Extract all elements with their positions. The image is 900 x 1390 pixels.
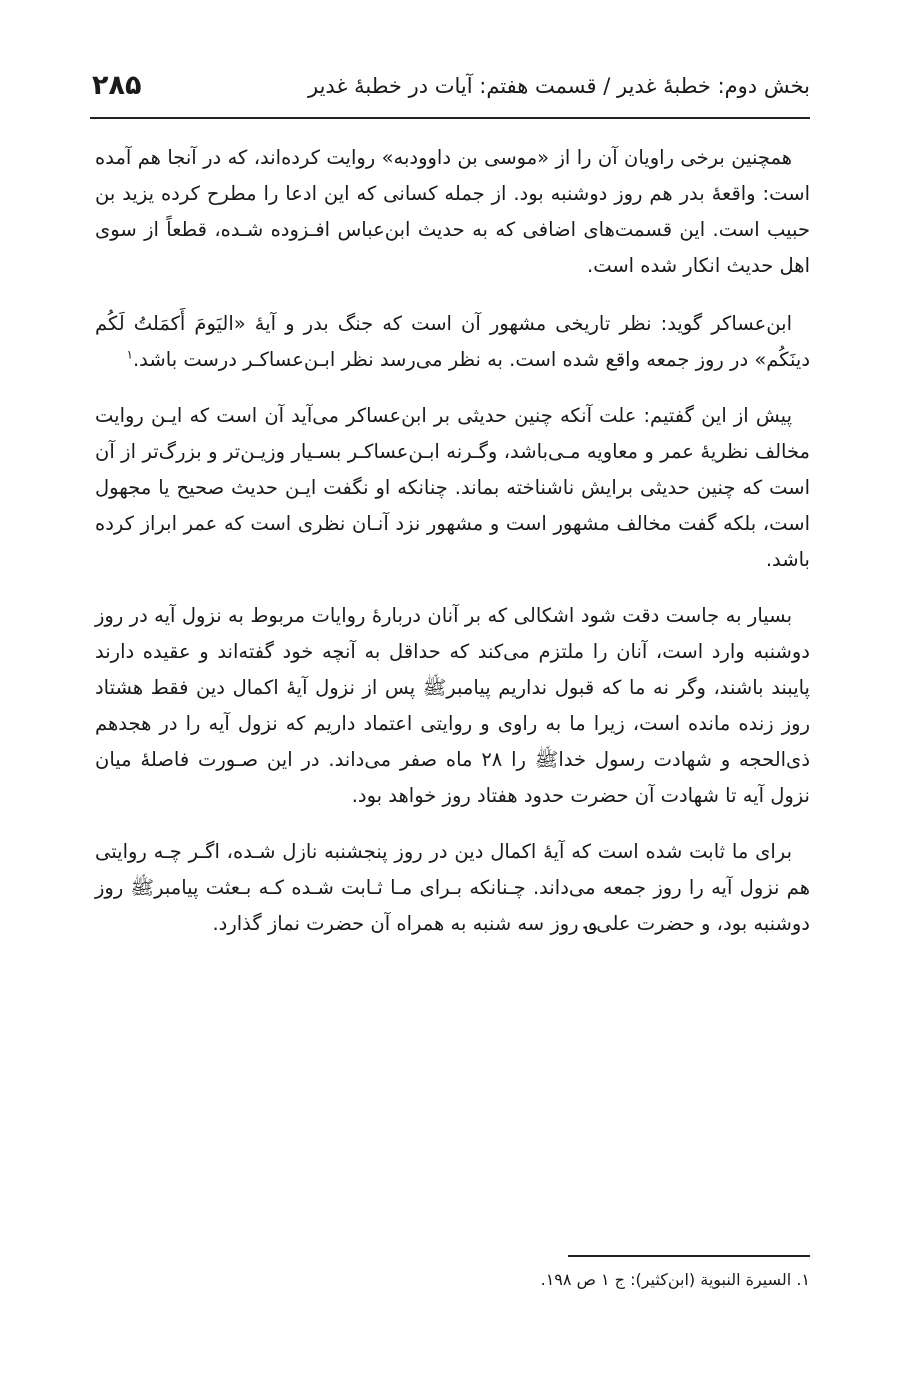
paragraph-1: همچنین برخی راویان آن را از «موسی بن داوودبه» روایت کرده‌اند، که در آنجا هم آمده است: واقعهٔ بدر هم روز دوشنبه بود. از جمله کسانی که این ادعا را مطرح کرده یزید بن حبیب است. این قسمت‌های اضافی که به حدیث ابن‌عباس افـزوده شـده، قطعاً از سوی اهل حدیث انکار شده است.	[95, 146, 810, 277]
paragraph-4: بسیار به جاست دقت شود اشکالی که بر آنان دربارهٔ روایات مربوط به نزول آیه در روز دوشنبه وارد است، آنان را ملتزم می‌کند که حداقل به آنچه خود گفته‌اند و عقیده دارند پایبند باشند، وگر نه ما که قبول نداریم پیامبرﷺ پس از نزول آیهٔ اکمال دین فقط هشتاد روز زنده مانده است، زیرا ما به راوی و روایتی اعتماد داریم که نزول آیه را در هجدهم ذی‌الحجه و شهادت رسول خداﷺ را ۲۸ ماه صفر می‌داند. در این صـورت فاصلهٔ میان نزول آیه تا شهادت آن حضرت حدود هفتاد روز خواهد بود.	[95, 604, 810, 807]
paragraph-5: برای ما ثابت شده است که آیهٔ اکمال دین در روز پنجشنبه نازل شـده، اگـر چـه روایتی هم نزول آیه را روز جمعه می‌داند. چـنانکه بـرای مـا ثـابت شـده کـه بـعثت پیامبرﷺ روز دوشنبه بود، و حضرت علی؈ روز سه شنبه به همراه آن حضرت نماز گذارد.	[95, 840, 810, 935]
footnote: ۱. السیرة النبویة (ابن‌کثیر): ج ۱ ص ۱۹۸.	[540, 1270, 810, 1289]
running-header	[90, 70, 810, 114]
running-header-title: بخش دوم: خطبهٔ غدیر / قسمت هفتم: آیات در خطبهٔ غدیر	[307, 74, 810, 98]
paragraph-3: پیش از این گفتیم: علت آنکه چنین حدیثی بر ابن‌عساکر می‌آید آن است که ایـن روایت مخالف نظریهٔ عمر و معاویه مـی‌باشد، وگـرنه ابـن‌عساکـر بسـیار وزیـن‌تر و بزرگ‌تر از آن است که چنین حدیثی برایش ناشناخته بماند. چنانکه او نگفت ایـن حدیث صحیح یا مجهول است، بلکه گفت مخالف مشهور است و مشهور نزد آنـان نظری است که عمر ابراز کرده باشد.	[95, 404, 810, 571]
footnote-divider	[568, 1255, 810, 1257]
footnote-reference: ۱	[126, 347, 133, 362]
paragraph-2-text: ابن‌عساکر گوید: نظر تاریخی مشهور آن است که جنگ بدر و آیهٔ «الیَومَ أَکمَلتُ لَکُم دینَکُم» در روز جمعه واقع شده است. به نظر می‌رسد نظر ابـن‌عساکـر درست باشد.	[95, 312, 810, 371]
main-text	[95, 140, 810, 962]
header-divider	[90, 117, 810, 119]
paragraph-2	[95, 306, 810, 378]
page-number: ۲۸۵	[92, 70, 142, 101]
